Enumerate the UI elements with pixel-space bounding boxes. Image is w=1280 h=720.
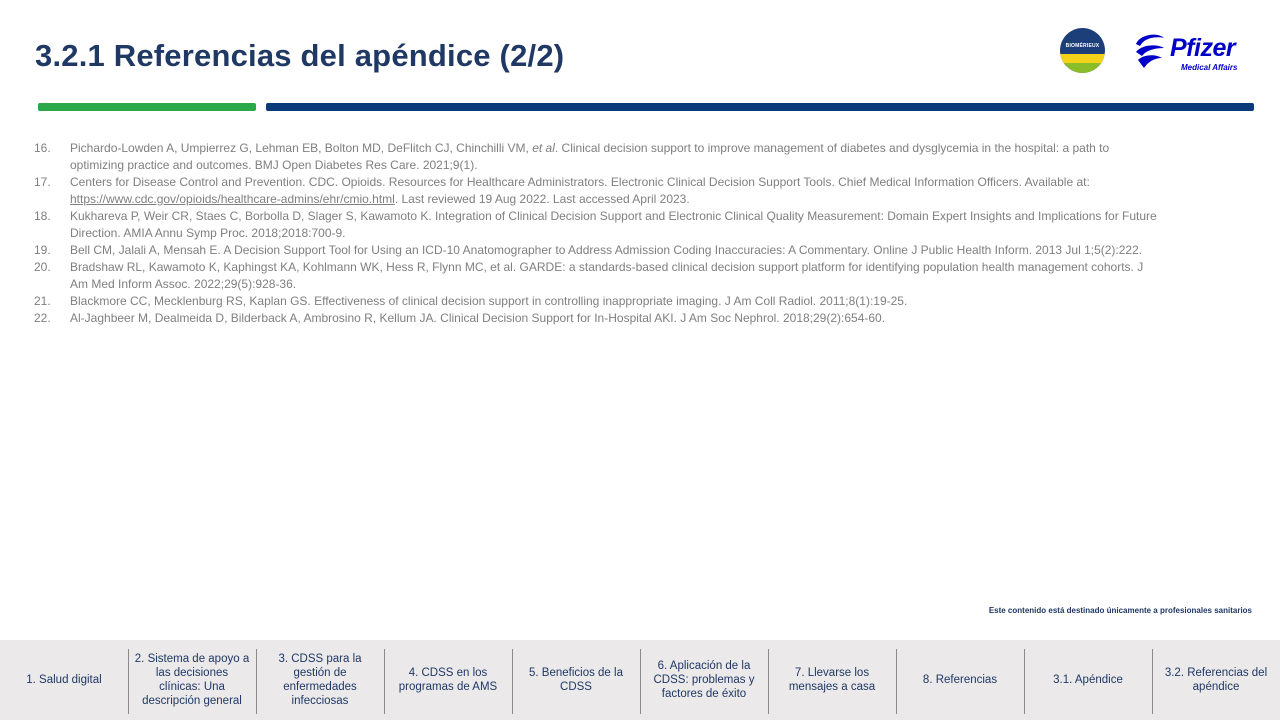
reference-text: . Clinical decision support to improve management of diabetes and dysglycemia in the hospital: a path to optimizing practice and outcomes. BMJ Open Diabetes Res Care. 2021;9(1). xyxy=(70,141,1110,172)
accent-bar-green xyxy=(38,103,256,111)
biomerieux-logo-text: BIOMÉRIEUX xyxy=(1065,43,1100,49)
nav-item-referencias-apendice[interactable]: 3.2. Referencias del apéndice xyxy=(1152,640,1280,720)
reference-number: 20. xyxy=(34,260,51,274)
bottom-navigation xyxy=(0,640,1280,720)
reference-text: Bell CM, Jalali A, Mensah E. A Decision Support Tool for Using an ICD-10 Anatomographer to Address Admission Coding Inaccuracies: A Commentary. Online J Public Health Inform. 2013 Jul 1;5(2):222. xyxy=(70,243,1143,257)
reference-number: 21. xyxy=(34,294,51,308)
reference-number: 18. xyxy=(34,209,51,223)
nav-item-beneficios[interactable]: 5. Beneficios de la CDSS xyxy=(512,640,640,720)
reference-item xyxy=(34,310,1159,327)
pfizer-logo xyxy=(1132,28,1254,76)
nav-item-sistema-apoyo[interactable]: 2. Sistema de apoyo a las decisiones clínicas: Una descripción general xyxy=(128,640,256,720)
accent-bar-blue xyxy=(266,103,1254,111)
nav-item-apendice[interactable]: 3.1. Apéndice xyxy=(1024,640,1152,720)
reference-text: Kukhareva P, Weir CR, Staes C, Borbolla D, Slager S, Kawamoto K. Integration of Clinical Decision Support and Electronic Clinical Quality Measurement: Domain Expert Insights and Implications for Future Direction. AMIA Annu Symp Proc. 2018;2018:700-9. xyxy=(70,209,1157,240)
nav-item-mensajes[interactable]: 7. Llevarse los mensajes a casa xyxy=(768,640,896,720)
reference-link[interactable]: https://www.cdc.gov/opioids/healthcare-admins/ehr/cmio.html xyxy=(70,192,395,206)
reference-text: Bradshaw RL, Kawamoto K, Kaphingst KA, Kohlmann WK, Hess R, Flynn MC, et al. GARDE: a standards-based clinical decision support platform for identifying population health management cohorts. J Am Med Inform Assoc. 2022;29(5):928-36. xyxy=(70,260,1144,291)
nav-item-referencias[interactable]: 8. Referencias xyxy=(896,640,1024,720)
reference-item xyxy=(34,242,1159,259)
nav-item-aplicacion[interactable]: 6. Aplicación de la CDSS: problemas y factores de éxito xyxy=(640,640,768,720)
nav-item-cdss-ams[interactable]: 4. CDSS en los programas de AMS xyxy=(384,640,512,720)
reference-number: 16. xyxy=(34,141,51,155)
pfizer-wordmark: Pfizer xyxy=(1170,34,1236,62)
reference-number: 22. xyxy=(34,311,51,325)
reference-italic: et al xyxy=(532,141,555,155)
reference-text: Pichardo-Lowden A, Umpierrez G, Lehman EB, Bolton MD, DeFlitch CJ, Chinchilli VM, xyxy=(70,141,533,155)
reference-list xyxy=(34,140,1159,327)
reference-text: Al-Jaghbeer M, Dealmeida D, Bilderback A, Ambrosino R, Kellum JA. Clinical Decision Support for In-Hospital AKI. J Am Soc Nephrol. 2018;29(2):654-60. xyxy=(70,311,886,325)
reference-item xyxy=(34,293,1159,310)
pfizer-subtitle: Medical Affairs xyxy=(1181,63,1238,72)
pfizer-helix-icon xyxy=(1132,30,1168,70)
reference-number: 17. xyxy=(34,175,51,189)
reference-text: Blackmore CC, Mecklenburg RS, Kaplan GS. Effectiveness of clinical decision support in controlling inappropriate imaging. J Am Coll Radiol. 2011;8(1):19-25. xyxy=(70,294,908,308)
reference-text: Centers for Disease Control and Prevention. CDC. Opioids. Resources for Healthcare Administrators. Electronic Clinical Decision Support Tools. Chief Medical Information Officers. Available at: xyxy=(70,175,1090,189)
reference-item xyxy=(34,140,1159,174)
reference-item xyxy=(34,208,1159,242)
nav-item-cdss-infecciosas[interactable]: 3. CDSS para la gestión de enfermedades infecciosas xyxy=(256,640,384,720)
reference-item xyxy=(34,174,1159,208)
reference-item xyxy=(34,259,1159,293)
hcp-disclaimer: Este contenido está destinado únicamente a profesionales sanitarios xyxy=(988,606,1252,615)
nav-item-salud-digital[interactable]: 1. Salud digital xyxy=(26,674,102,686)
biomerieux-logo xyxy=(1060,28,1105,73)
reference-text: . Last reviewed 19 Aug 2022. Last accessed April 2023. xyxy=(394,192,690,206)
reference-number: 19. xyxy=(34,243,51,257)
page-title: 3.2.1 Referencias del apéndice (2/2) xyxy=(35,38,565,73)
